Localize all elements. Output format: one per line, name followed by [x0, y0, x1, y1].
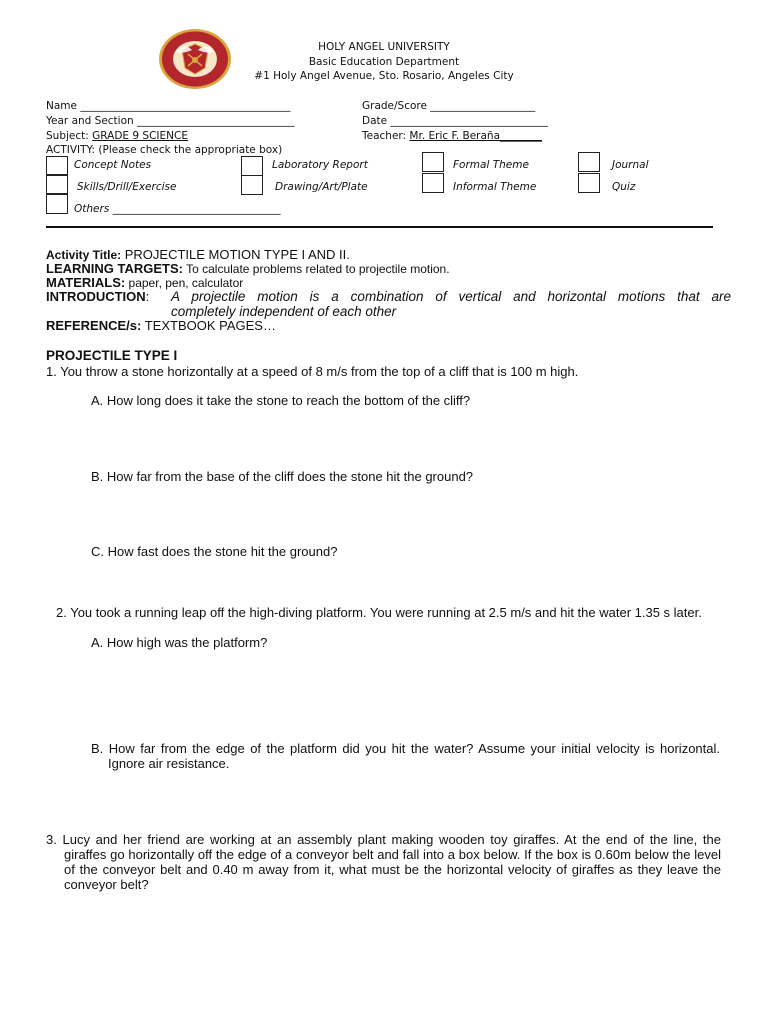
- question-2: 2. You took a running leap off the high-diving platform. You were running at 2.5 m/s and hit the water 1.35 s later.: [56, 605, 702, 620]
- activity-instruction: ACTIVITY: (Please check the appropriate box): [46, 144, 283, 156]
- subject-label: Subject:: [46, 130, 93, 142]
- learning-targets-label: LEARNING TARGETS:: [46, 261, 183, 276]
- question-2b: B. How far from the edge of the platform did you hit the water? Assume your initial velocity is horizontal. Ignore air resistance.: [91, 741, 720, 771]
- skills-checkbox[interactable]: [46, 174, 68, 194]
- university-name: HOLY ANGEL UNIVERSITY: [318, 41, 450, 53]
- section-title: PROJECTILE TYPE I: [46, 348, 178, 363]
- others-checkbox[interactable]: [46, 194, 68, 214]
- activity-title-line: [46, 247, 350, 262]
- drawing-checkbox[interactable]: [241, 175, 263, 195]
- introduction-colon: :: [145, 289, 150, 304]
- date-field[interactable]: Date ______________________________: [362, 115, 548, 127]
- teacher-value: Mr. Eric F. Beraña________: [409, 130, 543, 142]
- grade-score-field[interactable]: Grade/Score ____________________: [362, 100, 536, 112]
- materials: paper, pen, calculator: [125, 276, 244, 290]
- question-1: 1. You throw a stone horizontally at a speed of 8 m/s from the top of a cliff that is 100 m high.: [46, 364, 579, 379]
- concept-notes-checkbox[interactable]: [46, 156, 68, 176]
- option-quiz: Quiz: [612, 181, 636, 193]
- department-name: Basic Education Department: [308, 56, 460, 68]
- reference-line: [46, 318, 276, 333]
- teacher-label: Teacher:: [362, 130, 410, 142]
- name-field[interactable]: Name ________________________________________: [46, 100, 291, 112]
- activity-title: PROJECTILE MOTION TYPE I AND II.: [121, 247, 350, 262]
- question-3: 3. Lucy and her friend are working at an assembly plant making wooden toy giraffes. At the end of the line, the giraffes go horizontally off the edge of a conveyor belt and fall into a box below. If the box is 0.60m below the level of the conveyor belt and 0.40 m away from it, what must be the horizontal velocity of giraffes as they leave the conveyor belt?: [46, 832, 721, 892]
- journal-checkbox[interactable]: [578, 152, 600, 172]
- introduction-label-line: [46, 289, 149, 304]
- option-drawing: Drawing/Art/Plate: [275, 181, 368, 193]
- question-1a: A. How long does it take the stone to reach the bottom of the cliff?: [91, 393, 471, 408]
- informal-theme-checkbox[interactable]: [422, 173, 444, 193]
- introduction-text-2: completely independent of each other: [171, 304, 397, 319]
- activity-title-label: Activity Title:: [46, 248, 122, 262]
- year-section-field[interactable]: Year and Section ______________________________: [46, 115, 295, 127]
- option-concept-notes: Concept Notes: [74, 159, 152, 171]
- learning-targets: To calculate problems related to projectile motion.: [182, 262, 450, 276]
- option-journal: Journal: [612, 159, 649, 171]
- option-skills: Skills/Drill/Exercise: [77, 181, 177, 193]
- quiz-checkbox[interactable]: [578, 173, 600, 193]
- option-lab-report: Laboratory Report: [272, 159, 368, 171]
- question-1b: B. How far from the base of the cliff does the stone hit the ground?: [91, 469, 474, 484]
- option-others: Others ________________________________: [74, 203, 281, 215]
- learning-targets-line: [46, 261, 450, 276]
- teacher-field: [362, 130, 542, 142]
- option-informal-theme: Informal Theme: [453, 181, 537, 193]
- question-1c: C. How fast does the stone hit the ground?: [91, 544, 338, 559]
- university-address: #1 Holy Angel Avenue, Sto. Rosario, Angeles City: [254, 70, 514, 82]
- reference: TEXTBOOK PAGES…: [141, 318, 276, 333]
- introduction-label: INTRODUCTION: [46, 289, 146, 304]
- subject-value: GRADE 9 SCIENCE: [92, 130, 188, 142]
- lab-report-checkbox[interactable]: [241, 156, 263, 176]
- materials-line: [46, 275, 243, 290]
- subject-field: [46, 130, 188, 142]
- option-formal-theme: Formal Theme: [453, 159, 529, 171]
- introduction-text-1: A projectile motion is a combination of vertical and horizontal motions that are: [171, 289, 731, 304]
- materials-label: MATERIALS:: [46, 275, 126, 290]
- question-2a: A. How high was the platform?: [91, 635, 268, 650]
- formal-theme-checkbox[interactable]: [422, 152, 444, 172]
- header-divider: [46, 226, 713, 228]
- reference-label: REFERENCE/s:: [46, 318, 142, 333]
